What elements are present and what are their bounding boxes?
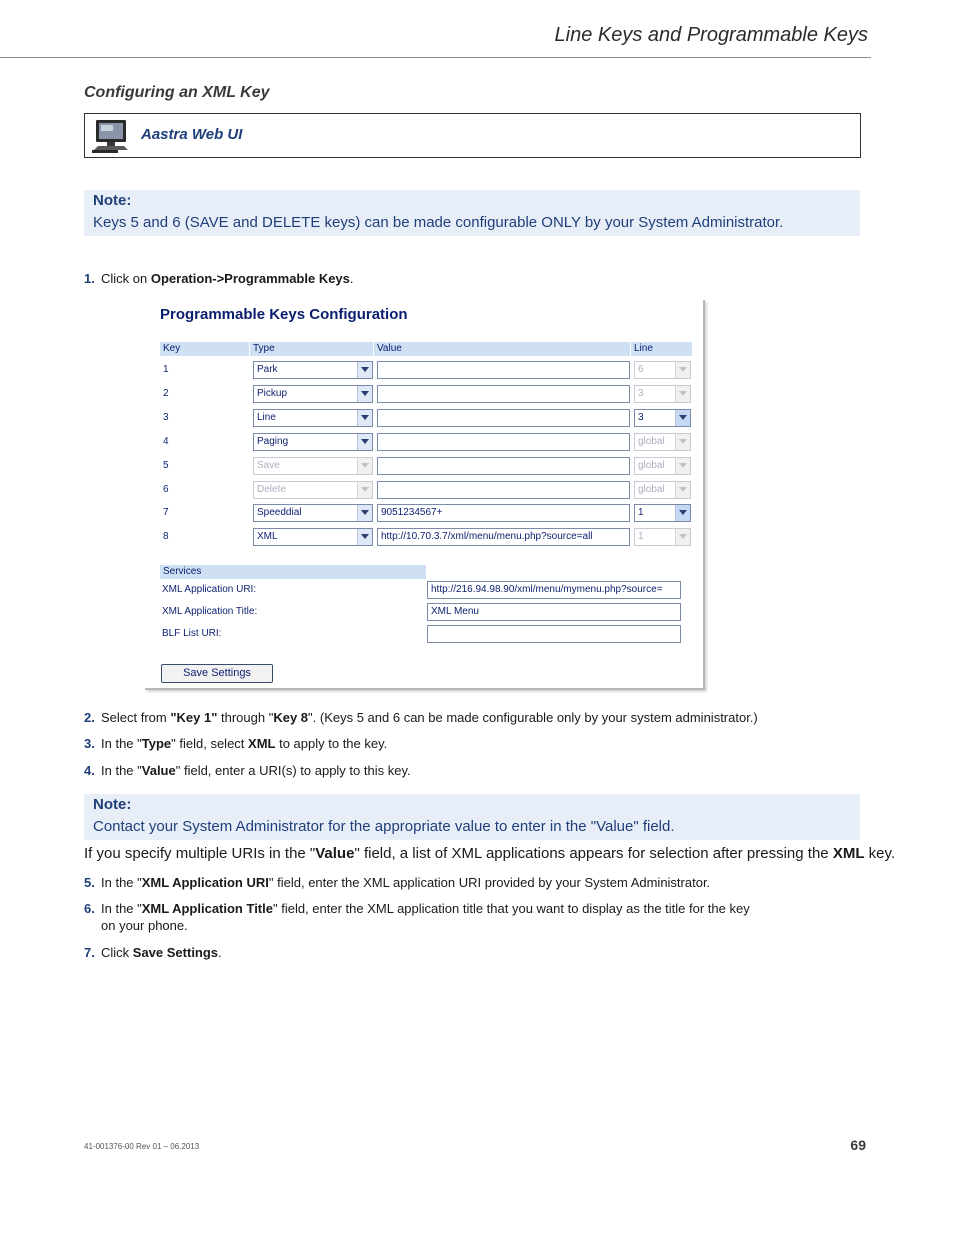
chevron-down-icon bbox=[675, 386, 690, 402]
column-header-line: Line bbox=[631, 342, 692, 356]
step-text: Click bbox=[101, 945, 133, 960]
chevron-down-icon bbox=[675, 362, 690, 378]
value-input[interactable] bbox=[377, 361, 630, 379]
line-select[interactable] bbox=[634, 481, 691, 499]
column-header-value: Value bbox=[374, 342, 630, 356]
chevron-down-icon bbox=[357, 362, 372, 378]
header-rule bbox=[0, 57, 871, 58]
step-text: In the " bbox=[101, 736, 142, 751]
type-select[interactable] bbox=[253, 433, 373, 451]
step-number: 6. bbox=[84, 901, 95, 916]
programmable-keys-screenshot bbox=[145, 300, 705, 690]
chevron-down-icon bbox=[357, 529, 372, 545]
webui-callout bbox=[84, 113, 861, 158]
step-text: . bbox=[349, 271, 354, 286]
step-number: 1. bbox=[84, 271, 95, 286]
chevron-down-icon bbox=[357, 458, 372, 474]
step-text: to apply to the key. bbox=[275, 736, 388, 751]
key-number: 4 bbox=[163, 436, 169, 447]
step-text: ". (Keys 5 and 6 can be made configurable only by your system administrator.) bbox=[308, 710, 758, 725]
key-number: 6 bbox=[163, 484, 169, 495]
select-value: 1 bbox=[638, 507, 644, 518]
step-emphasis: XML bbox=[248, 736, 276, 751]
chevron-down-icon bbox=[675, 458, 690, 474]
chevron-down-icon bbox=[357, 386, 372, 402]
webui-label: Aastra Web UI bbox=[141, 126, 243, 143]
select-value: 3 bbox=[638, 412, 644, 423]
select-value: global bbox=[638, 436, 665, 447]
chevron-down-icon bbox=[357, 434, 372, 450]
chevron-down-icon bbox=[357, 410, 372, 426]
type-select[interactable] bbox=[253, 457, 373, 475]
step-text: In the " bbox=[101, 763, 142, 778]
select-value: XML bbox=[257, 531, 278, 542]
step-number: 5. bbox=[84, 875, 95, 890]
value-input[interactable] bbox=[377, 457, 630, 475]
step-text: In the " bbox=[101, 875, 142, 890]
save-settings-button[interactable]: Save Settings bbox=[161, 664, 273, 683]
note-box bbox=[84, 794, 860, 840]
page-number: 69 bbox=[850, 1137, 866, 1153]
blf-list-uri-input[interactable] bbox=[427, 625, 681, 643]
step-number: 3. bbox=[84, 736, 95, 751]
services-header: Services bbox=[160, 565, 426, 579]
select-value: 1 bbox=[638, 531, 644, 542]
line-select[interactable] bbox=[634, 361, 691, 379]
line-select[interactable] bbox=[634, 385, 691, 403]
select-value: Paging bbox=[257, 436, 289, 447]
note-title: Note: bbox=[93, 796, 132, 813]
select-value: Speeddial bbox=[257, 507, 302, 518]
select-value: Delete bbox=[257, 484, 286, 495]
blf-list-uri-label: BLF List URI: bbox=[162, 628, 222, 639]
note-box bbox=[84, 190, 860, 236]
step-5 bbox=[84, 875, 710, 890]
key-number: 2 bbox=[163, 388, 169, 399]
step-emphasis: Key 8 bbox=[273, 710, 309, 725]
type-select[interactable] bbox=[253, 504, 373, 522]
running-title: Line Keys and Programmable Keys bbox=[554, 24, 868, 46]
select-value: Pickup bbox=[257, 388, 288, 399]
step-6-continuation: on your phone. bbox=[101, 918, 188, 933]
step-text: Click on bbox=[101, 271, 151, 286]
key-number: 1 bbox=[163, 364, 169, 375]
note-body: Contact your System Administrator for the appropriate value to enter in the "Value" field. bbox=[93, 818, 675, 835]
step-4 bbox=[84, 763, 411, 778]
key-number: 3 bbox=[163, 412, 169, 423]
note-body: Keys 5 and 6 (SAVE and DELETE keys) can be made configurable ONLY by your System Administrator. bbox=[93, 214, 784, 231]
document-id: 41-001376-00 Rev 01 – 06.2013 bbox=[84, 1142, 200, 1151]
body-paragraph bbox=[84, 845, 895, 862]
para-emphasis: Value bbox=[315, 845, 355, 862]
step-number: 4. bbox=[84, 763, 95, 778]
line-select[interactable] bbox=[634, 409, 691, 427]
step-2 bbox=[84, 710, 758, 725]
column-header-type: Type bbox=[250, 342, 373, 356]
section-title: Configuring an XML Key bbox=[84, 84, 270, 101]
value-input[interactable] bbox=[377, 409, 630, 427]
type-select[interactable] bbox=[253, 361, 373, 379]
para-text: If you specify multiple URIs in the " bbox=[84, 845, 316, 862]
select-value: 6 bbox=[638, 364, 644, 375]
key-number: 5 bbox=[163, 460, 169, 471]
step-text: Select from bbox=[101, 710, 171, 725]
step-text: " field, select bbox=[171, 736, 249, 751]
computer-monitor-icon bbox=[90, 118, 132, 154]
step-emphasis: Operation->Programmable Keys bbox=[150, 271, 350, 286]
step-text: " field, enter the XML application title that you want to display as the title for the key bbox=[272, 901, 750, 916]
select-value: Park bbox=[257, 364, 278, 375]
step-1 bbox=[84, 271, 354, 286]
chevron-down-icon bbox=[675, 410, 690, 426]
note-title: Note: bbox=[93, 192, 132, 209]
value-input[interactable] bbox=[377, 385, 630, 403]
xml-app-title-input[interactable]: XML Menu bbox=[427, 603, 681, 621]
type-select[interactable] bbox=[253, 385, 373, 403]
para-emphasis: XML bbox=[832, 845, 865, 862]
select-value: global bbox=[638, 484, 665, 495]
select-value: Save bbox=[257, 460, 280, 471]
step-3 bbox=[84, 736, 387, 751]
xml-app-uri-label: XML Application URI: bbox=[162, 584, 257, 595]
para-text: " field, a list of XML applications appears for selection after pressing the bbox=[354, 845, 833, 862]
value-input[interactable] bbox=[377, 481, 630, 499]
step-6 bbox=[84, 901, 750, 916]
chevron-down-icon bbox=[357, 505, 372, 521]
type-select[interactable] bbox=[253, 528, 373, 546]
step-text: through " bbox=[217, 710, 274, 725]
type-select[interactable] bbox=[253, 481, 373, 499]
config-title: Programmable Keys Configuration bbox=[160, 306, 408, 323]
step-emphasis: Type bbox=[141, 736, 172, 751]
step-emphasis: "Key 1" bbox=[170, 710, 218, 725]
key-number: 7 bbox=[163, 507, 169, 518]
step-7 bbox=[84, 945, 222, 960]
chevron-down-icon bbox=[357, 482, 372, 498]
chevron-down-icon bbox=[675, 482, 690, 498]
select-value: global bbox=[638, 460, 665, 471]
xml-app-uri-input[interactable]: http://216.94.98.90/xml/menu/mymenu.php?source= bbox=[427, 581, 681, 599]
step-text: In the " bbox=[101, 901, 142, 916]
step-number: 7. bbox=[84, 945, 95, 960]
step-emphasis: Save Settings bbox=[132, 945, 219, 960]
step-emphasis: XML Application Title bbox=[141, 901, 273, 916]
value-input[interactable] bbox=[377, 433, 630, 451]
xml-app-title-label: XML Application Title: bbox=[162, 606, 258, 617]
value-input[interactable]: http://10.70.3.7/xml/menu/menu.php?source=all bbox=[377, 528, 630, 546]
value-input[interactable]: 9051234567+ bbox=[377, 504, 630, 522]
column-header-key: Key bbox=[160, 342, 249, 356]
chevron-down-icon bbox=[675, 434, 690, 450]
step-text: . bbox=[218, 945, 222, 960]
line-select[interactable] bbox=[634, 528, 691, 546]
select-value: 3 bbox=[638, 388, 644, 399]
select-value: Line bbox=[257, 412, 276, 423]
chevron-down-icon bbox=[675, 505, 690, 521]
chevron-down-icon bbox=[675, 529, 690, 545]
type-select[interactable] bbox=[253, 409, 373, 427]
step-number: 2. bbox=[84, 710, 95, 725]
step-emphasis: Value bbox=[141, 763, 176, 778]
line-select[interactable] bbox=[634, 504, 691, 522]
key-number: 8 bbox=[163, 531, 169, 542]
para-text: key. bbox=[864, 845, 896, 862]
line-select[interactable] bbox=[634, 433, 691, 451]
step-text: " field, enter the XML application URI provided by your System Administrator. bbox=[268, 875, 711, 890]
step-emphasis: XML Application URI bbox=[141, 875, 269, 890]
line-select[interactable] bbox=[634, 457, 691, 475]
step-text: " field, enter a URI(s) to apply to this key. bbox=[175, 763, 411, 778]
